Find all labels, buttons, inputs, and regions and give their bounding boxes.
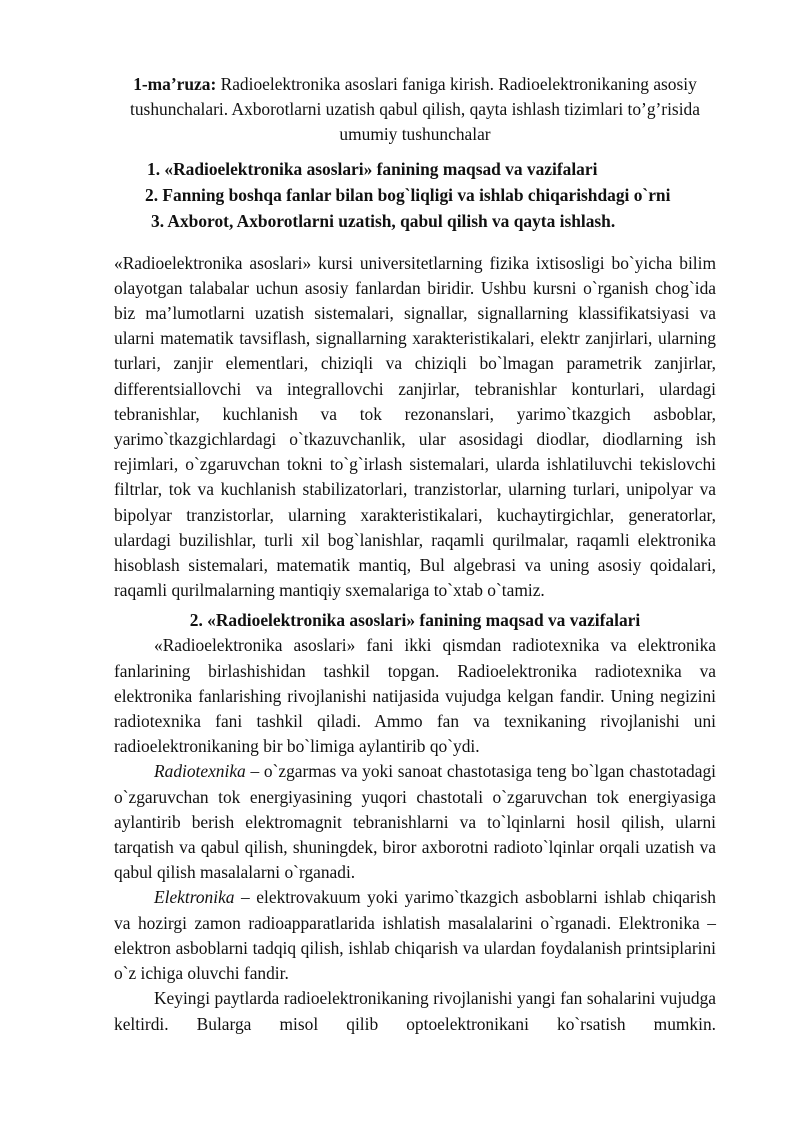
outline-item: 1. «Radioelektronika asoslari» fanining maqsad va vazifalari xyxy=(147,158,598,179)
body-paragraph: Keyingi paytlarda radioelektronikaning rivojlanishi yangi fan sohalarini vujudga keltirdi. Bularga misol qilib optoelektronikani ko`rsatish mumkin. xyxy=(114,988,716,1034)
section-heading: 2. «Radioelektronika asoslari» fanining maqsad va vazifalari xyxy=(189,610,641,631)
term-radiotexnika: Radiotexnika xyxy=(154,761,246,782)
lecture-title-lead: 1-ma’ruza: xyxy=(133,74,217,94)
definition-elektronika: – elektrovakuum yoki yarimo`tkazgich asboblarni ishlab chiqarish va hozirgi zamon radioapparatlarida ishlatish masalalarini o`rganadi. Elektronika – elektron asboblarni tadqiq qilish, ishlab chiqarish va ulardan foydalanish printsiplarini o`z ichiga oluvchi fandir. xyxy=(114,887,716,984)
intro-paragraph: «Radioelektronika asoslari» kursi universitetlarning fizika ixtisosligi bo`yicha bilim olayotgan talabalar uchun asosiy fanlardan biridir. Ushbu kursni o`rganish chog`ida biz ma’lumotlarni uzatish sistemalari, signallar, signallarning klassifikatsiyasi va ularni matematik tavsiflash, signallarning xarakteristikalari, elektr zanjirlari, ularning turlari, zanjir elementlari, chiziqli va chiziqli bo`lmagan parametrik zanjirlar, differentsiallovchi va integrallovchi zanjirlar, tebranishlar konturlari, ulardagi tebranishlar, kuchlanish va tok rezonanslari, yarimo`tkazgich asboblar, yarimo`tkazgichlardagi o`tkazuvchanlik, ular asosidagi diodlar, diodlarning ish rejimlari, o`zgaruvchan tokni to`g`irlash sistemalari, ularda ishlatiluvchi tekislovchi filtrlar, tok va kuchlanish stabilizatorlari, tranzistorlar, ularning turlari, unipolyar va bipolyar tranzistorlar, ularning xarakteristikalari, kuchaytirgichlar, generatorlar, ulardagi buzilishlar, turli xil bog`lanishlar, raqamli qurilmalar, raqamli elektronika hisoblash sistemalari, matematik mantiq, Bul algebrasi va uning asosiy qoidalari, raqamli qurilmalarning mantiqiy sxemalariga to`xtab o`tamiz. xyxy=(114,252,716,601)
lecture-title-text: Radioelektronika asoslari faniga kirish. Radioelektronikaning asosiy tushunchalari. Axborotlarni uzatish qabul qilish, qayta ishlash tizimlari to’g’risida umumiy tushunchalar xyxy=(130,74,700,145)
lecture-title xyxy=(114,72,716,148)
term-elektronika: Elektronika xyxy=(154,887,235,908)
outline-item: 2. Fanning boshqa fanlar bilan bog`liqligi va ishlab chiqarishdagi o`rni xyxy=(145,184,671,205)
definition-radiotexnika: – o`zgarmas va yoki sanoat chastotasiga teng bo`lgan chastotadagi o`zgaruvchan tok energiyasining yuqori chastotali o`zgaruvchan tok energiyasiga aylantirib berish elektromagnit tebranishlarni va to`lqinlarni hosil qilish, ularni tarqatish va qabul qilish, shuningdek, biror axborotni radioto`lqinlar orqali uzatish va qabul qilish masalalarni o`rganadi. xyxy=(114,761,716,883)
body-paragraph: «Radioelektronika asoslari» fani ikki qismdan radiotexnika va elektronika fanlarining birlashishidan tashkil topgan. Radioelektronika radiotexnika va elektronika fanlarishing rivojlanishi natijasida vujudga kelgan fandir. Uning negizini radiotexnika fani tashkil qiladi. Ammo fan va texnikaning rivojlanishi uni radioelektronikaning bir bo`limiga aylantirib qo`ydi. xyxy=(114,635,716,757)
body-paragraph-radiotexnika xyxy=(114,759,716,885)
outline-item: 3. Axborot, Axborotlarni uzatish, qabul qilish va qayta ishlash. xyxy=(151,210,616,231)
lecture-outline xyxy=(114,156,716,234)
body-paragraph-elektronika xyxy=(114,885,716,986)
